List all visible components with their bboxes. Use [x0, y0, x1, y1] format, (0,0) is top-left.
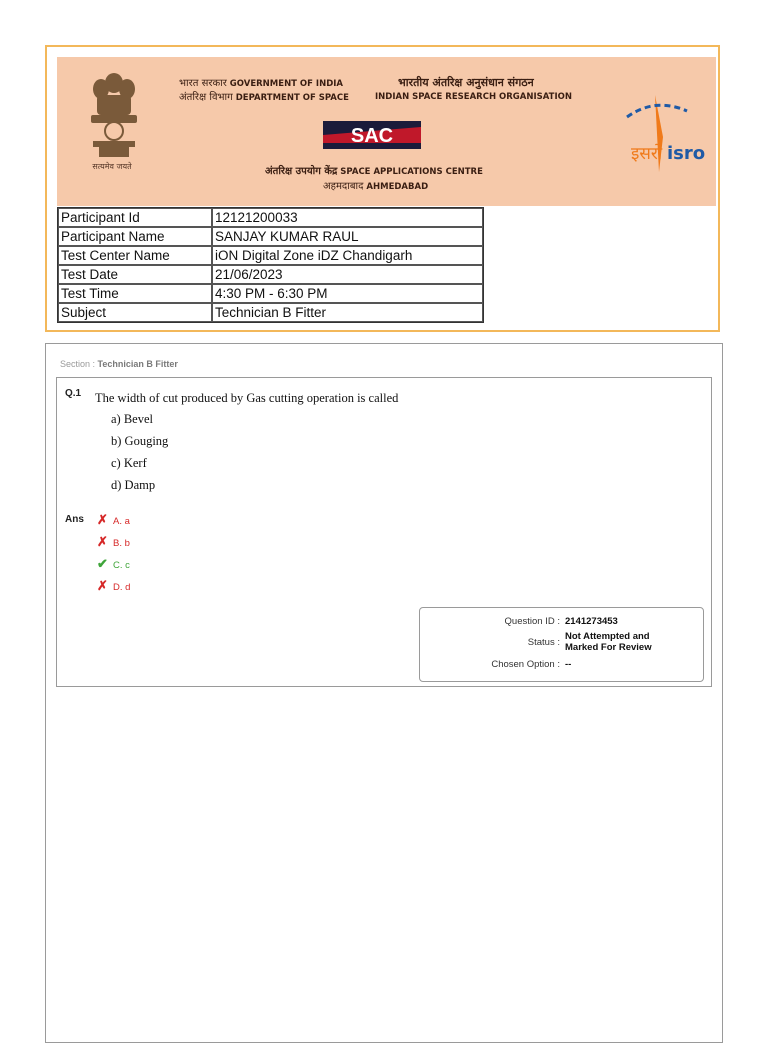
question-panel — [45, 343, 723, 1043]
answer-a: ✗ A. a — [97, 512, 130, 527]
option-d: d) Damp — [111, 478, 156, 492]
info-value: Technician B Fitter — [212, 303, 483, 322]
checkmark-icon: ✔ — [97, 556, 108, 571]
centre-line: अंतरिक्ष उपयोग केंद्र SPACE APPLICATIONS CENTRE — [265, 166, 483, 177]
section-label: Section : Technician B Fitter — [60, 359, 178, 369]
isro-logo — [607, 77, 717, 177]
info-row — [58, 265, 483, 284]
status-value: Not Attempted and Marked For Review — [565, 631, 652, 653]
answer-b: ✗ B. b — [97, 534, 130, 549]
info-label: Test Date — [58, 265, 212, 284]
answer-c: ✔ C. c — [97, 556, 130, 571]
question-number: Q.1 — [65, 388, 82, 399]
chosen-option-value: -- — [565, 659, 572, 670]
org-hindi: भारतीय अंतरिक्ष अनुसंधान संगठन — [398, 76, 534, 89]
info-value: iON Digital Zone iDZ Chandigarh — [212, 246, 483, 265]
option-c: c) Kerf — [111, 456, 147, 470]
sac-logo — [323, 121, 421, 149]
header-banner — [57, 57, 716, 206]
cross-icon: ✗ — [97, 512, 108, 527]
question-meta-box: Question ID : 2141273453 Status : Not Attempted and Marked For Review Chosen Option : -- — [419, 607, 704, 682]
info-label: Test Time — [58, 284, 212, 303]
city-line: अहमदाबाद AHMEDABAD — [323, 181, 429, 192]
question-card — [56, 377, 712, 687]
cross-icon: ✗ — [97, 534, 108, 549]
answer-d: ✗ D. d — [97, 578, 131, 593]
emblem-caption: सत्यमेव जयते — [92, 162, 132, 171]
info-label: Participant Name — [58, 227, 212, 246]
option-a: a) Bevel — [111, 412, 153, 426]
dept-line: अंतरिक्ष विभाग DEPARTMENT OF SPACE — [179, 92, 349, 103]
info-row — [58, 303, 483, 322]
cross-icon: ✗ — [97, 578, 108, 593]
option-b: b) Gouging — [111, 434, 169, 448]
info-row — [58, 246, 483, 265]
info-value: SANJAY KUMAR RAUL — [212, 227, 483, 246]
info-row — [58, 227, 483, 246]
info-value: 4:30 PM - 6:30 PM — [212, 284, 483, 303]
ashoka-emblem-icon — [79, 65, 149, 171]
info-row — [58, 284, 483, 303]
info-label: Subject — [58, 303, 212, 322]
info-row — [58, 208, 483, 227]
info-value: 21/06/2023 — [212, 265, 483, 284]
info-label: Participant Id — [58, 208, 212, 227]
info-label: Test Center Name — [58, 246, 212, 265]
question-text: The width of cut produced by Gas cutting operation is called — [95, 391, 399, 405]
svg-text:SAC: SAC — [350, 125, 394, 147]
question-id-value: 2141273453 — [565, 616, 618, 627]
gov-line: भारत सरकार GOVERNMENT OF INDIA — [179, 78, 343, 89]
participant-info-table — [57, 207, 484, 323]
svg-text:isro: isro — [667, 143, 706, 164]
answer-label: Ans — [65, 514, 84, 525]
org-english: INDIAN SPACE RESEARCH ORGANISATION — [375, 92, 572, 102]
header-card — [45, 45, 720, 332]
svg-text:इसरो: इसरो — [631, 144, 663, 164]
info-value: 12121200033 — [212, 208, 483, 227]
